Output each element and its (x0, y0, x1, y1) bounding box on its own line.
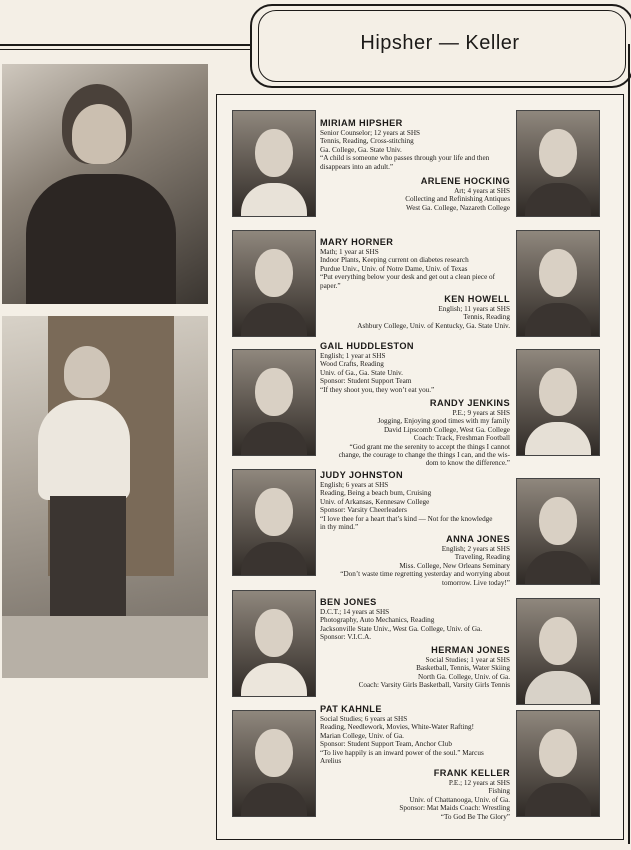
entry-judy-johnston (320, 470, 492, 531)
info-line: “Don’t waste time regretting yesterday and worrying about (340, 570, 510, 579)
info-line: change, the courage to change the things I can, and the wis- (338, 451, 510, 460)
info-line: Social Studies; 6 years at SHS (320, 715, 408, 723)
name-ken-howell: KEN HOWELL (444, 294, 510, 304)
info-line: “Put everything below your desk and get out a clean piece of (320, 273, 496, 282)
entry-frank-keller (300, 768, 510, 821)
info-line: in thy mind.” (320, 523, 359, 532)
info-line: Senior Counselor; 12 years at SHS (320, 129, 421, 137)
info-line: Sponsor: Student Support Team, Anchor Club (320, 740, 452, 749)
entry-arlene-hocking (312, 176, 510, 212)
entry-ben-jones (320, 597, 482, 642)
info-line: Reading, Needlework, Movies, White-Water Rafting! (320, 723, 474, 732)
info-line: West Ga. College, Nazareth College (405, 203, 510, 212)
info-line: English; 1 year at SHS (320, 352, 386, 360)
info-line: Jacksonville State Univ., West Ga. College, Univ. of Ga. (320, 624, 483, 633)
portrait-miriam-hipsher (232, 110, 316, 217)
entry-ken-howell (312, 294, 510, 330)
info-line: Ashbury College, Univ. of Kentucky, Ga. State Univ. (357, 321, 510, 330)
info-line: Basketball, Tennis, Water Skiing (416, 664, 510, 673)
info-line: “If they shoot you, they won’t eat you.” (320, 385, 435, 394)
info-line: Indoor Plants, Keeping current on diabetes research (320, 256, 469, 265)
name-herman-jones: HERMAN JONES (431, 645, 510, 655)
info-line: Wood Crafts, Reading (320, 360, 384, 369)
info-line: Univ. of Arkansas, Kennesaw College (320, 497, 430, 506)
info-line: English; 2 years at SHS (441, 545, 510, 553)
info-line: Art; 4 years at SHS (454, 187, 510, 195)
info-line: P.E.; 12 years at SHS (448, 779, 510, 787)
name-ben-jones: BEN JONES (320, 597, 377, 607)
info-line: Marian College, Univ. of Ga. (320, 731, 404, 740)
entry-anna-jones (300, 534, 510, 587)
portrait-randy-jenkins (516, 349, 600, 456)
header-rule-secondary (0, 49, 250, 50)
info-line: Coach: Varsity Girls Basketball, Varsity Girls Tennis (358, 681, 510, 690)
info-line: Math; 1 year at SHS (320, 248, 379, 256)
info-line: “To live happily is an inward power of the soul.” Marcus (320, 748, 484, 757)
info-line: Arelius (320, 757, 342, 766)
info-line: Jogging, Enjoying good times with my family (377, 417, 510, 426)
info-line: D.C.T.; 14 years at SHS (320, 608, 390, 616)
info-line: Photography, Auto Mechanics, Reading (320, 616, 435, 625)
name-arlene-hocking: ARLENE HOCKING (420, 176, 510, 186)
info-line: Tennis, Reading (463, 313, 510, 322)
page-title: Hipsher — Keller (360, 32, 520, 54)
entry-pat-kahnle (320, 704, 484, 765)
info-line: Tennis, Reading, Cross-stitching (320, 137, 414, 146)
info-line: tomorrow. Live today!” (442, 578, 510, 587)
name-judy-johnston: JUDY JOHNSTON (320, 470, 403, 480)
right-border-rule (628, 44, 630, 844)
name-gail-huddleston: GAIL HUDDLESTON (320, 341, 414, 351)
info-line: Univ. of Ga., Ga. State Univ. (320, 368, 403, 377)
info-line: English; 6 years at SHS (320, 481, 389, 489)
portrait-herman-jones (516, 598, 600, 705)
info-line: Fishing (488, 787, 510, 796)
entry-miriam-hipsher (320, 118, 489, 171)
info-line: Purdue Univ., Univ. of Notre Dame, Univ. of Texas (320, 264, 468, 273)
name-frank-keller: FRANK KELLER (433, 768, 510, 778)
portrait-ken-howell (516, 230, 600, 337)
info-line: “God grant me the serenity to accept the things I cannot (349, 442, 510, 451)
info-line: disappears into an adult.” (320, 162, 394, 171)
portrait-arlene-hocking (516, 110, 600, 217)
info-line: Ga. College, Ga. State Univ. (320, 145, 402, 154)
candid-photo-teacher-jacket (2, 64, 208, 304)
name-pat-kahnle: PAT KAHNLE (320, 704, 382, 714)
portrait-frank-keller (516, 710, 600, 817)
candid-photo-teacher-classroom (2, 316, 208, 678)
info-line: Sponsor: V.I.C.A. (320, 633, 372, 642)
info-line: Miss. College, New Orleans Seminary (399, 561, 510, 570)
info-line: North Ga. College, Univ. of Ga. (418, 672, 510, 681)
entry-mary-horner (320, 237, 495, 290)
name-mary-horner: MARY HORNER (320, 237, 394, 247)
info-line: David Lipscomb College, West Ga. College (383, 425, 510, 434)
info-line: Coach: Track, Freshman Football (413, 434, 510, 443)
name-miriam-hipsher: MIRIAM HIPSHER (320, 118, 403, 128)
info-line: “I love thee for a heart that’s kind — Not for the knowledge (320, 514, 493, 523)
portrait-mary-horner (232, 230, 316, 337)
info-line: English; 11 years at SHS (438, 305, 510, 313)
entry-herman-jones (300, 645, 510, 690)
name-randy-jenkins: RANDY JENKINS (429, 398, 510, 408)
info-line: Sponsor: Student Support Team (320, 377, 412, 386)
info-line: “To God Be The Glory” (440, 812, 510, 821)
name-anna-jones: ANNA JONES (446, 534, 510, 544)
info-line: paper.” (320, 281, 341, 290)
info-line: Collecting and Refinishing Antiques (405, 195, 510, 204)
info-line: Sponsor: Mat Maids Coach: Wrestling (399, 804, 510, 813)
info-line: dom to know the difference.” (425, 459, 510, 468)
info-line: Univ. of Chattanooga, Univ. of Ga. (409, 795, 510, 804)
entry-randy-jenkins (300, 398, 510, 468)
info-line: Reading, Being a beach bum, Cruising (320, 489, 432, 498)
info-line: P.E.; 9 years at SHS (452, 409, 510, 417)
entry-gail-huddleston (320, 341, 434, 394)
info-line: Social Studies; 1 year at SHS (425, 656, 510, 664)
info-line: Traveling, Reading (454, 553, 510, 562)
info-line: Sponsor: Varsity Cheerleaders (320, 506, 407, 515)
info-line: “A child is someone who passes through your life and then (320, 154, 490, 163)
portrait-anna-jones (516, 478, 600, 585)
